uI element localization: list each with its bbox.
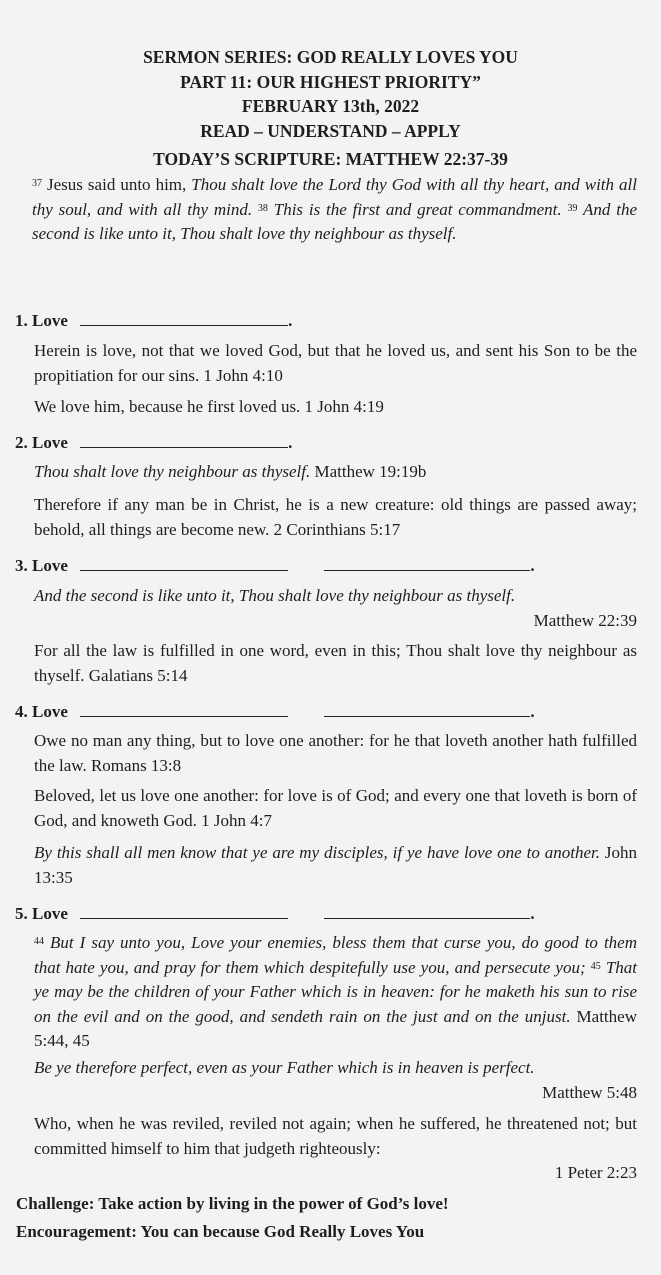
fill-in-blank[interactable] [80, 555, 288, 571]
verse-reference: Matthew 19:19b [310, 462, 427, 481]
fill-in-blank[interactable] [80, 903, 288, 919]
fill-in-blank[interactable] [324, 555, 530, 571]
date: FEBRUARY 13th, 2022 [241, 96, 420, 116]
verse-text: And the second is like unto it, Thou shalt love thy neighbour as thyself. [34, 586, 516, 605]
point-label: 3. Love [15, 556, 68, 575]
verse-text: Thou shalt love thy neighbour as thyself. [34, 462, 311, 481]
part-title: PART 11: OUR HIGHEST PRIORITY” [180, 71, 481, 92]
verse: Herein is love, not that we loved God, but that he loved us, and sent his Son to be the propitiation for our sins. 1 John 4:10 [34, 341, 637, 385]
verse-number: 38 [257, 202, 268, 214]
scripture-part: This is the first and great commandment. [267, 199, 562, 219]
challenge: Challenge: Take action by living in the power of God’s love! [16, 1194, 449, 1213]
point-3-heading [15, 555, 535, 576]
scripture-part: And the second is like unto it, Thou shalt love thy neighbour as thyself. [32, 199, 637, 243]
verse-text: But I say unto you, Love your enemies, bless them that curse you, do good to them that hate you, and pray for them which despitefully use you, and persecute you; [34, 933, 637, 977]
verse-number: 45 [590, 960, 601, 972]
period: . [530, 556, 535, 575]
point-1-heading [15, 310, 292, 331]
fill-in-blank[interactable] [80, 310, 288, 326]
point-5-heading [15, 903, 535, 924]
point-2-heading [15, 432, 292, 453]
point-label: 1. Love [15, 311, 68, 330]
verse: Owe no man any thing, but to love one another: for he that loveth another hath fulfilled the law. Romans 13:8 [34, 731, 637, 775]
verse: Beloved, let us love one another: for love is of God; and every one that loveth is born of God, and knoweth God. 1 John 4:7 [34, 786, 637, 830]
verse [34, 1056, 637, 1105]
fill-in-blank[interactable] [324, 903, 530, 919]
encouragement: Encouragement: You can because God Really Loves You [16, 1222, 425, 1241]
verse: Therefore if any man be in Christ, he is a new creature: old things are passed away; behold, all things are become new. 2 Corinthians 5:17 [34, 495, 637, 539]
period: . [288, 433, 293, 452]
verse [34, 584, 637, 633]
motto: READ – UNDERSTAND – APPLY [200, 120, 461, 141]
scripture-title: TODAY’S SCRIPTURE: MATTHEW 22:37-39 [153, 149, 508, 169]
fill-in-blank[interactable] [80, 432, 288, 448]
verse-text: Be ye therefore perfect, even as your Father which is in heaven is perfect. [34, 1058, 535, 1077]
point-label: 5. Love [15, 904, 68, 923]
verse [34, 1112, 637, 1186]
point-label: 4. Love [15, 702, 68, 721]
verse-reference: Matthew 22:39 [533, 610, 637, 630]
header [0, 45, 661, 143]
verse [34, 460, 637, 485]
verse-reference: Matthew 5:48 [542, 1082, 637, 1102]
verse: For all the law is fulfilled in one word, even in this; Thou shalt love thy neighbour as thyself. Galatians 5:14 [34, 641, 637, 685]
period: . [530, 702, 535, 721]
verse-text: By this shall all men know that ye are my disciples, if ye have love one to another. [34, 843, 600, 862]
verse-number: 39 [567, 202, 578, 214]
scripture-part: Jesus said unto him, [42, 175, 192, 194]
scripture-text [32, 173, 637, 247]
verse-reference: Matthew 5:44, 45 [34, 1006, 637, 1050]
verse-number: 37 [32, 178, 42, 189]
period: . [288, 311, 293, 330]
point-4-heading [15, 701, 535, 722]
fill-in-blank[interactable] [324, 701, 530, 717]
verse: We love him, because he first loved us. 1 John 4:19 [34, 397, 384, 416]
series-title: SERMON SERIES: GOD REALLY LOVES YOU [143, 47, 518, 67]
point-label: 2. Love [15, 433, 68, 452]
verse-text: Who, when he was reviled, reviled not again; when he suffered, he threatened not; but committed himself to him that judgeth righteously: [34, 1114, 637, 1158]
verse [34, 931, 637, 1054]
verse [34, 841, 637, 890]
verse-text: That ye may be the children of your Father which is in heaven: for he maketh his sun to rise on the evil and on the good, and sendeth rain on the just and on the unjust. [34, 957, 637, 1026]
period: . [530, 904, 535, 923]
verse-reference: 1 Peter 2:23 [554, 1163, 637, 1182]
verse-number: 44 [34, 936, 44, 947]
verse-reference: John 13:35 [34, 843, 637, 887]
scripture-part: Thou shalt love the Lord thy God with all thy heart, and with all thy soul, and with all thy mind. [32, 175, 637, 219]
fill-in-blank[interactable] [80, 701, 288, 717]
